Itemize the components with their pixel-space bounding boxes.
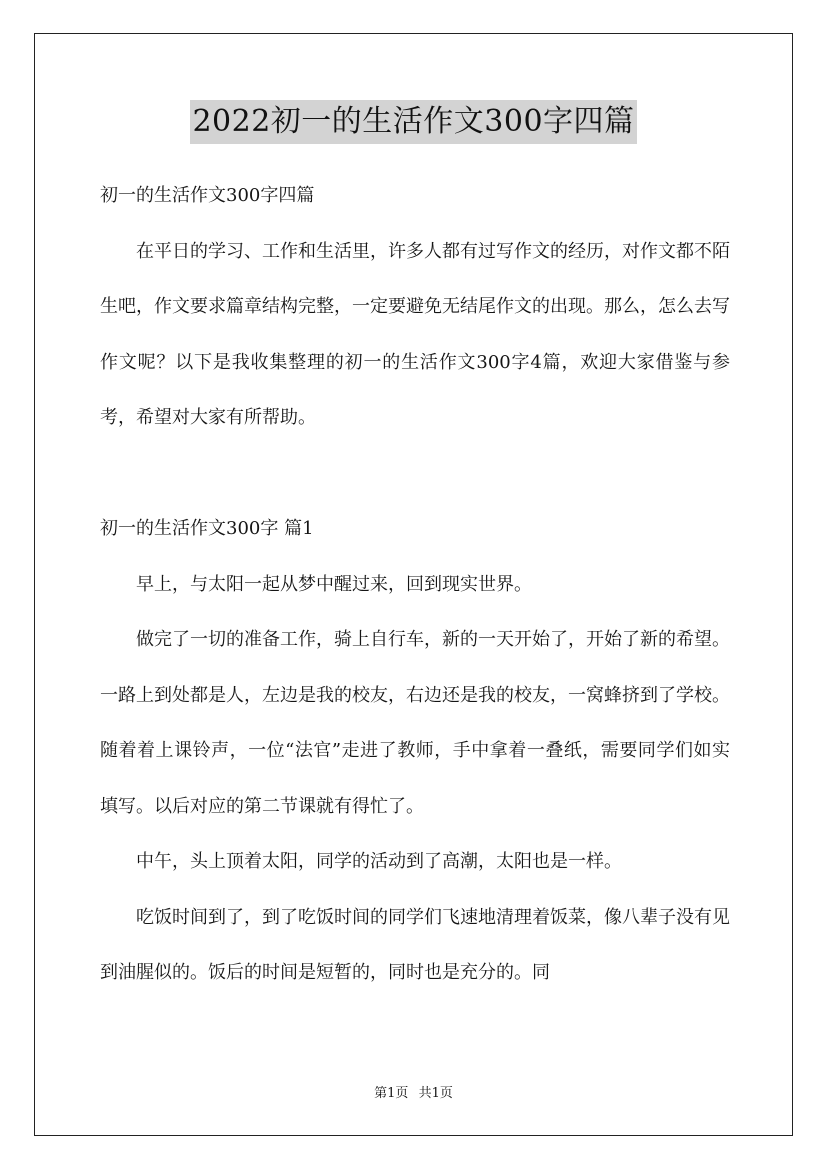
page-number: 第1页 xyxy=(374,1086,409,1101)
document-body xyxy=(100,168,730,1001)
subtitle: 初一的生活作文300字四篇 xyxy=(100,185,315,206)
body-paragraph: 做完了一切的准备工作，骑上自行车，新的一天开始了，开始了新的希望。一路上到处都是人，左边是我的校友，右边还是我的校友，一窝蜂挤到了学校。随着着上课铃声，一位“法官”走进了教师，手中拿着一叠纸，需要同学们如实填写。以后对应的第二节课就有得忙了。 xyxy=(100,629,730,817)
body-paragraph: 吃饭时间到了，到了吃饭时间的同学们飞速地清理着饭菜，像八辈子没有见到油腥似的。饭后的时间是短暂的，同时也是充分的。同 xyxy=(100,906,730,983)
section-heading: 初一的生活作文300字 篇1 xyxy=(100,518,314,539)
page-footer xyxy=(0,1082,827,1101)
body-paragraph: 中午，头上顶着太阳，同学的活动到了高潮，太阳也是一样。 xyxy=(136,851,622,872)
document-title: 2022初一的生活作文300字四篇 xyxy=(190,100,636,144)
paragraph-spacer xyxy=(100,446,730,502)
body-paragraph: 早上，与太阳一起从梦中醒过来，回到现实世界。 xyxy=(136,573,532,595)
intro-paragraph: 在平日的学习、工作和生活里，许多人都有过写作文的经历，对作文都不陌生吧，作文要求篇章结构完整，一定要避免无结尾作文的出现。那么，怎么去写作文呢？以下是我收集整理的初一的生活作文300字4篇，欢迎大家借鉴与参考，希望对大家有所帮助。 xyxy=(100,240,730,428)
title-container xyxy=(0,100,827,144)
page-total: 共1页 xyxy=(418,1086,453,1101)
